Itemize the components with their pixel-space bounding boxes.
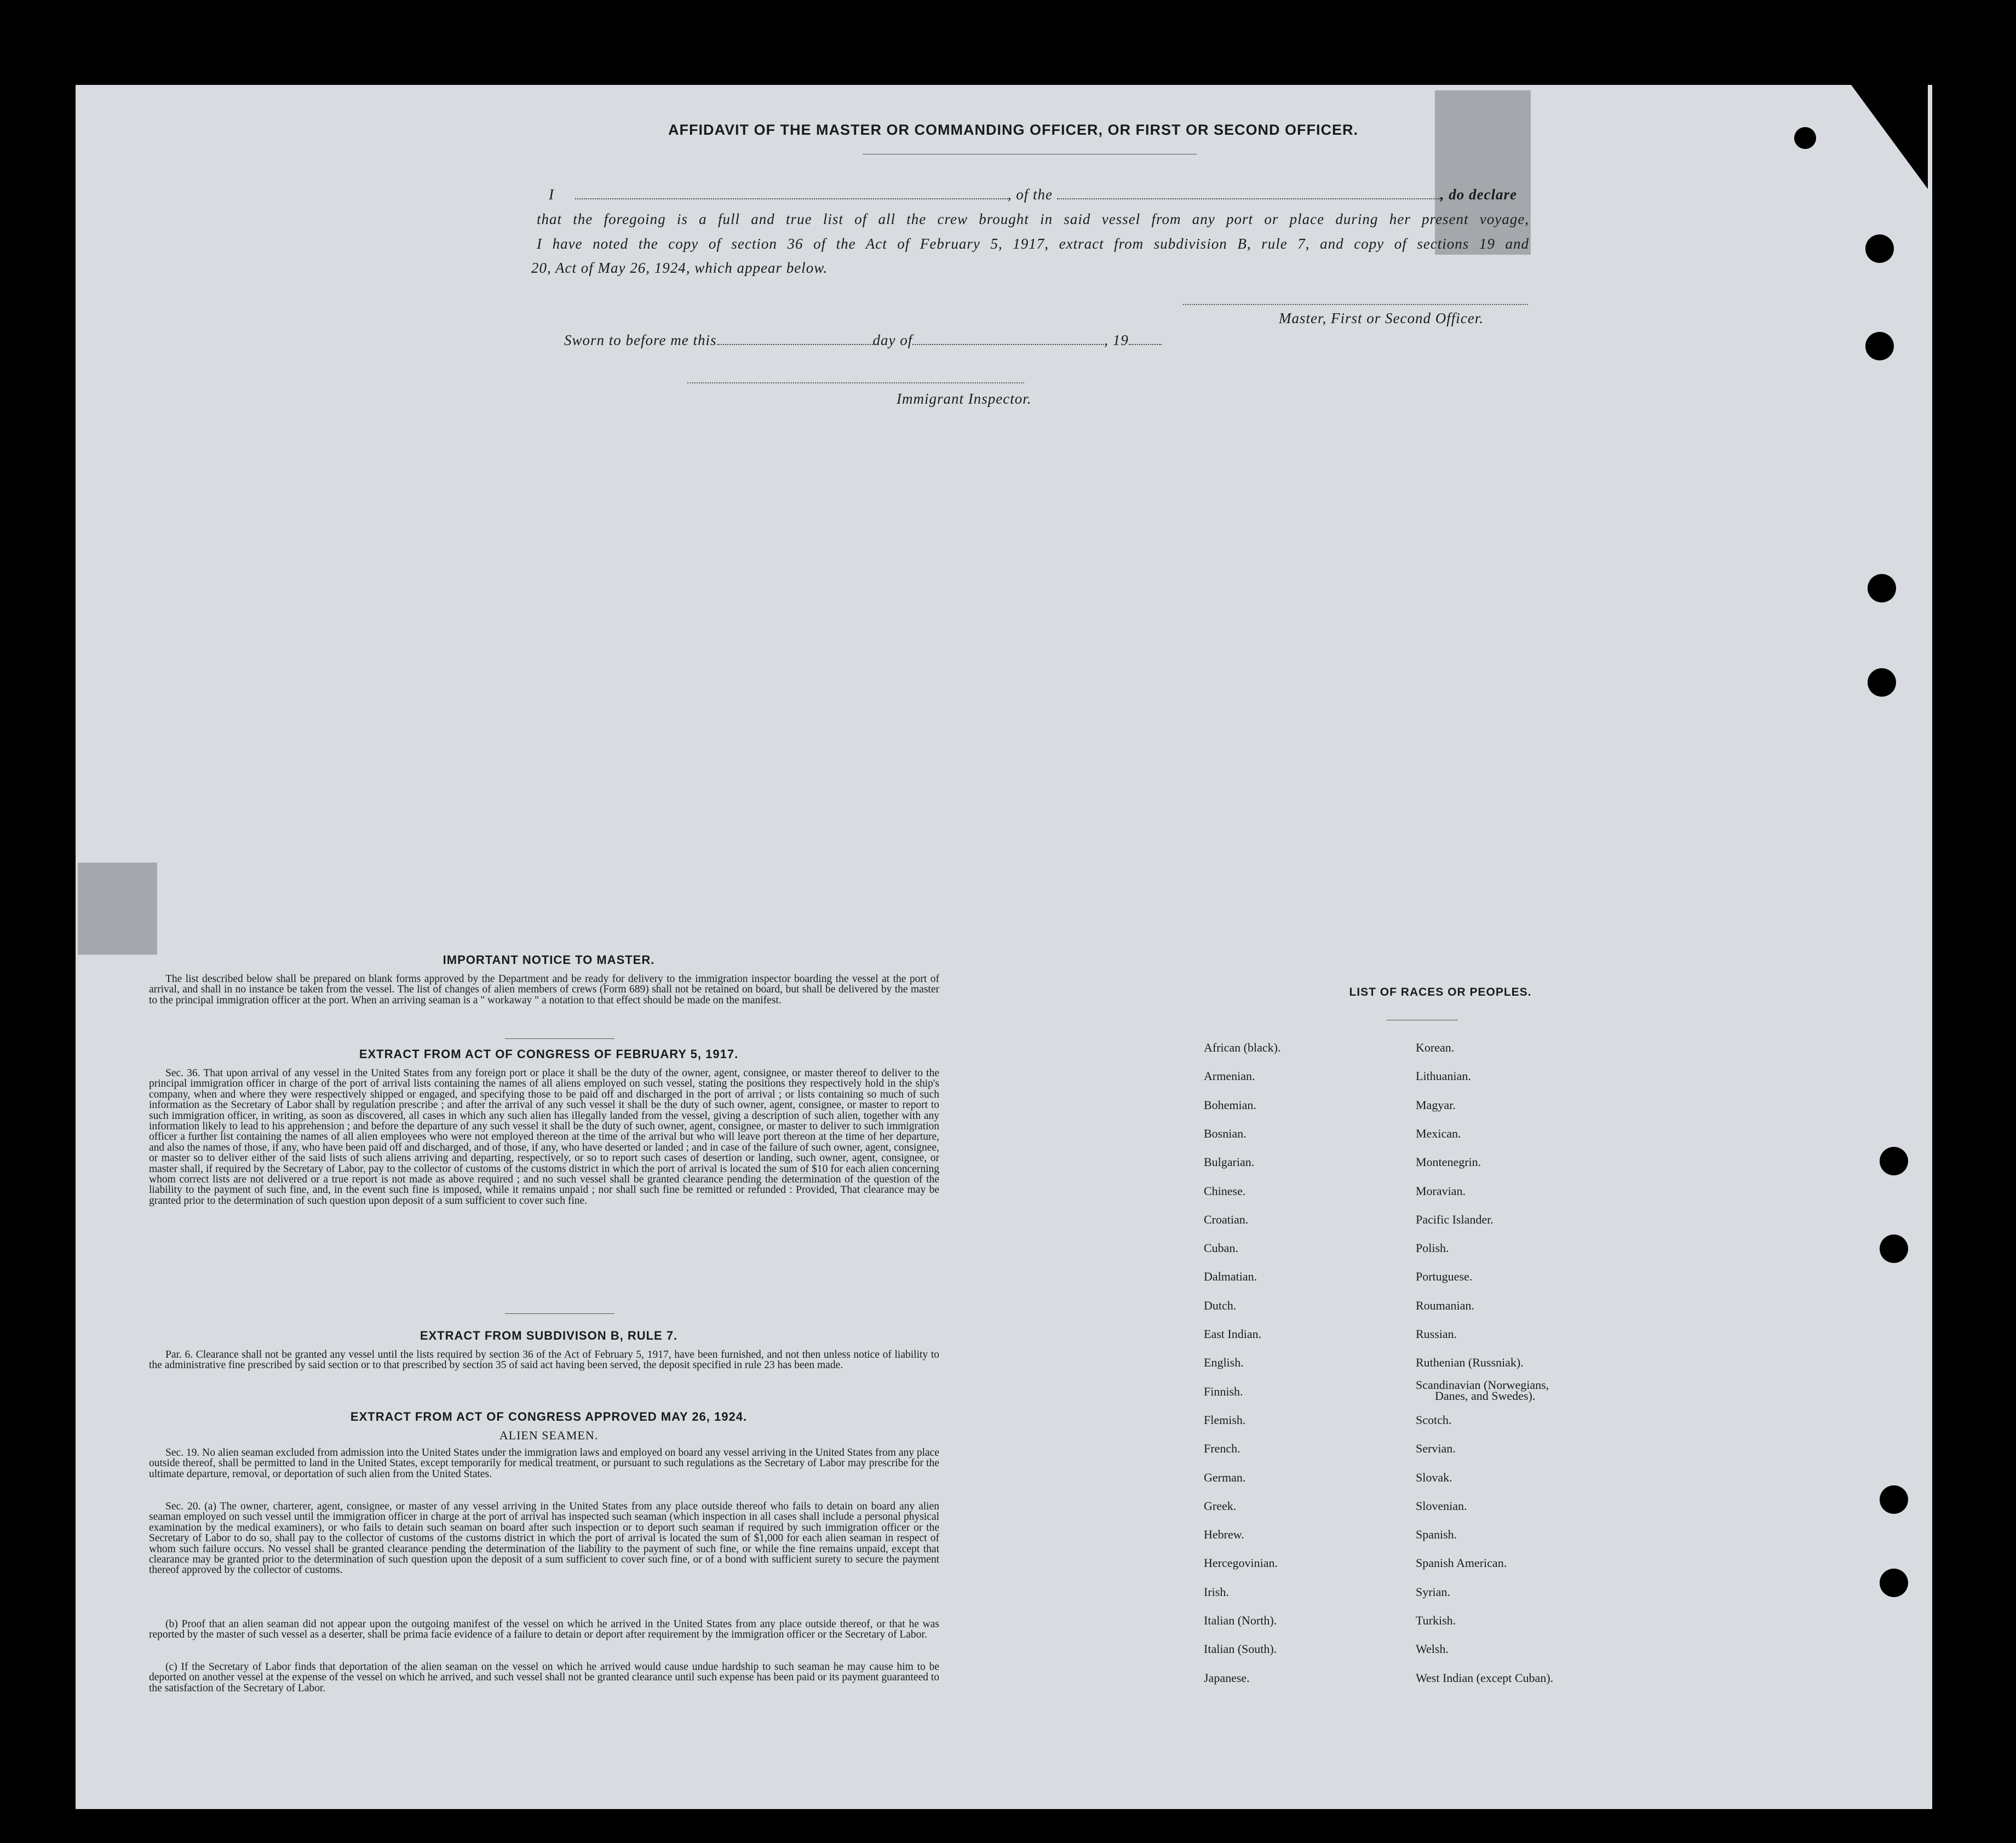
extract-1924-subheading: ALIEN SEAMEN. <box>499 1428 599 1442</box>
punch-hole <box>1868 574 1896 602</box>
extract-1924-sec20c: (c) If the Secretary of Labor finds that deportation of the alien seaman on the vessel on which he arrived would cause undue hardship to such seaman he may cause him to be deported on another vessel at the expense of the vessel on which he arrived, and such vessel shall not be granted clearance until such expense has been paid or its payment guaranteed to the satisfaction of the Secretary of Labor. <box>149 1661 939 1694</box>
inspector-signature-line[interactable] <box>687 382 1024 383</box>
race-item: Scandinavian (Norwegians, <box>1416 1377 1549 1392</box>
name-field[interactable] <box>575 198 1008 199</box>
race-item: Greek. <box>1204 1498 1237 1513</box>
sworn-year-field[interactable] <box>1129 344 1162 345</box>
master-signature-line[interactable] <box>1183 304 1528 305</box>
race-item: Flemish. <box>1204 1413 1246 1427</box>
race-item: Korean. <box>1416 1041 1455 1054</box>
extract-1924-sec19: Sec. 19. No alien seaman excluded from admission into the United States under the immigration laws and employed on board any vessel arriving in the United States from any place outside thereof, shall be permitted to land in the United States, except temporarily for medical treatment, or pursuant to such regulations as the Secretary of Labor may prescribe for the ultimate departure, removal, or deportation of such alien from the United States. <box>149 1447 939 1480</box>
punch-hole <box>1865 332 1894 360</box>
race-item: Croatian. <box>1204 1212 1249 1226</box>
race-item: Italian (South). <box>1204 1642 1277 1656</box>
race-item: Cuban. <box>1204 1241 1238 1255</box>
extract-1924-heading: EXTRACT FROM ACT OF CONGRESS APPROVED MAY 26, 1924. <box>350 1410 748 1423</box>
race-item: Chinese. <box>1204 1184 1246 1198</box>
affidavit-line3: I have noted the copy of section 36 of the Act of February 5, 1917, extract from subdivision B, rule 7, and copy of sections 19 and <box>537 236 1529 252</box>
race-item: African (black). <box>1204 1041 1281 1054</box>
sworn-day-field[interactable] <box>717 344 873 345</box>
sworn-year: , 19 <box>1104 332 1129 348</box>
notice-text: The list described below shall be prepared on blank forms approved by the Department and be ready for delivery to the immigration inspector boarding the vessel at the port of arrival, and shall in no instance be taken from the vessel. The list of changes of alien members of crews (Form 689) shall not be retained on board, but shall be delivered by the master to the principal immigration officer at the port. When an arriving seaman is a " workaway " a notation to that effect should be made on the manifest. <box>149 973 939 1006</box>
race-item: West Indian (except Cuban). <box>1416 1670 1554 1685</box>
punch-hole <box>1880 1569 1908 1597</box>
race-item: Finnish. <box>1204 1384 1243 1398</box>
punch-hole <box>1865 234 1894 263</box>
race-item: Servian. <box>1416 1442 1456 1456</box>
race-item: Dutch. <box>1204 1298 1237 1312</box>
extract-1917-divider <box>505 1313 614 1314</box>
punch-hole <box>1794 127 1816 149</box>
race-item: East Indian. <box>1204 1327 1262 1341</box>
extract-1924-sec20a: Sec. 20. (a) The owner, charterer, agent, consignee, or master of any vessel arriving in the United States from any place outside thereof who fails to detain on board any alien seaman employed on such vessel until the immigration officer in charge at the port of arrival has inspected such seaman (which inspection in all cases shall include a personal physical examination by the medical examiners), or who fails to detain such seaman on board after such inspection or to deport such seaman if required by such immigration officer or the Secretary of Labor to do so, shall pay to the collector of customs of the customs district in which the port of arrival is located the sum of $1,000 for each alien seaman in respect of whom such failure occurs. No vessel shall be granted clearance pending the determination of the liability to the payment of such fine, or while the fine remains unpaid, except that clearance may be granted prior to the determination of such question upon the deposit of a sum sufficient to cover such fine, or of a bond with sufficient surety to secure the payment thereof approved by the collector of customs. <box>149 1501 939 1576</box>
extract-1917-text: Sec. 36. That upon arrival of any vessel in the United States from any foreign port or place it shall be the duty of the owner, agent, consignee, or master thereof to deliver to the principal immigration officer in charge of the port of arrival lists containing the names of all aliens employed on such vessel, stating the positions they respectively hold in the ship's company, when and where they were respectively shipped or engaged, and specifying those to be paid off and discharged in the port of arrival ; or lists containing so much of such information as the Secretary of Labor shall by regulation prescribe ; and after the arrival of any such vessel it shall be the duty of such owner, agent, consignee, or master to report to such immigration officer, in writing, as soon as discovered, all cases in which any such alien has illegally landed from the vessel, giving a description of such alien, together with any information likely to lead to his apprehension ; and before the departure of any such vessel it shall be the duty of such owner, agent, consignee, or master to deliver to such immigration officer a further list containing the names of all alien employees who were not employed thereon at the time of the arrival but who will leave port thereon at the time of her departure, and also the names of those, if any, who have been paid off and discharged, and of those, if any, who have deserted or landed ; and in case of the failure of such owner, agent, consignee, or master so to deliver either of the said lists of such aliens arriving and departing, respectively, or so to report such cases of desertion or landing, such owner, agent, consignee, or master shall, if required by the Secretary of Labor, pay to the collector of customs of the customs district in which the port of arrival is located the sum of $10 for each alien concerning whom correct lists are not delivered or a true report is not made as above required ; and no such vessel shall be granted clearance pending the determination of the question of the liability to the payment of such fine, and, in the event such fine is imposed, while it remains unpaid ; nor shall such fine be remitted or refunded : Provided, That clearance may be granted prior to the determination of such question upon deposit of a sum sufficient to cover such fine. <box>149 1067 939 1207</box>
race-item: Italian (North). <box>1204 1614 1277 1627</box>
notice-heading: IMPORTANT NOTICE TO MASTER. <box>443 953 655 967</box>
race-item: Ruthenian (Russniak). <box>1416 1356 1524 1370</box>
race-item: Armenian. <box>1204 1069 1255 1083</box>
subdivision-b-text: Par. 6. Clearance shall not be granted any vessel until the lists required by section 36 of the Act of February 5, 1917, have been furnished, and not then unless notice of liability to the administrative fine prescribed by said section or to that prescribed by section 35 of said act having been served, the deposit specified in rule 23 has been made. <box>149 1349 939 1371</box>
affidavit-line2: that the foregoing is a full and true list of all the crew brought in said vessel from any port or place during her present voyage, <box>537 211 1529 227</box>
race-item: Spanish American. <box>1416 1556 1507 1570</box>
race-item-continuation: Danes, and Swedes). <box>1435 1389 1536 1403</box>
race-item: Mexican. <box>1416 1126 1461 1140</box>
sworn-day-of: day of <box>872 332 913 348</box>
punch-hole <box>1868 668 1896 697</box>
race-item: French. <box>1204 1442 1240 1456</box>
punch-hole <box>1880 1485 1908 1514</box>
extract-1917-heading: EXTRACT FROM ACT OF CONGRESS OF FEBRUARY 5, 1917. <box>359 1047 739 1061</box>
race-item: Scotch. <box>1416 1413 1452 1427</box>
race-item: Russian. <box>1416 1327 1457 1341</box>
race-item: Japanese. <box>1204 1670 1250 1685</box>
race-item: Pacific Islander. <box>1416 1212 1494 1226</box>
race-item: Bohemian. <box>1204 1098 1256 1112</box>
race-item: Dalmatian. <box>1204 1270 1257 1284</box>
race-item: Polish. <box>1416 1241 1449 1255</box>
sworn-prefix: Sworn to before me this <box>564 332 717 348</box>
subdivision-b-heading: EXTRACT FROM SUBDIVISON B, RULE 7. <box>420 1329 678 1342</box>
master-signature-label: Master, First or Second Officer. <box>1279 310 1484 326</box>
race-item: Bulgarian. <box>1204 1155 1255 1169</box>
race-item: German. <box>1204 1470 1246 1484</box>
race-item: Portuguese. <box>1416 1270 1473 1284</box>
race-item: Spanish. <box>1416 1528 1457 1542</box>
affidavit-i: I <box>549 186 554 203</box>
race-item: Turkish. <box>1416 1614 1456 1627</box>
affidavit-title: AFFIDAVIT OF THE MASTER OR COMMANDING OFFICER, OR FIRST OR SECOND OFFICER. <box>668 122 1358 138</box>
affidavit-line4: 20, Act of May 26, 1924, which appear below. <box>531 260 828 276</box>
sworn-month-field[interactable] <box>912 344 1104 345</box>
races-heading: LIST OF RACES OR PEOPLES. <box>1349 986 1532 998</box>
race-item: English. <box>1204 1356 1244 1370</box>
affidavit-line1 <box>549 186 1528 203</box>
race-item: Montenegrin. <box>1416 1155 1481 1169</box>
race-item: Slovak. <box>1416 1470 1452 1484</box>
affidavit-declare: , do declare <box>1440 186 1517 203</box>
race-item: Slovenian. <box>1416 1498 1467 1513</box>
race-item: Hercegovinian. <box>1204 1556 1278 1570</box>
inspector-label: Immigrant Inspector. <box>897 391 1032 407</box>
affidavit-of-the: , of the <box>1007 186 1053 203</box>
race-item: Bosnian. <box>1204 1126 1247 1140</box>
extract-1924-sec20b: (b) Proof that an alien seaman did not appear upon the outgoing manifest of the vessel on which he arrived in the United States from any place outside thereof, or that he was reported by the master of such vessel as a deserter, shall be prima facie evidence of a failure to detain or deport after requirement by the immigration officer or the Secretary of Labor. <box>149 1618 939 1641</box>
race-item: Syrian. <box>1416 1584 1450 1599</box>
race-item: Moravian. <box>1416 1184 1466 1198</box>
race-item: Hebrew. <box>1204 1528 1244 1542</box>
notice-divider <box>505 1038 614 1039</box>
race-item: Roumanian. <box>1416 1298 1474 1312</box>
tape-left <box>78 863 157 955</box>
tape-top-right <box>1435 90 1531 255</box>
race-item: Irish. <box>1204 1584 1229 1599</box>
sworn-line <box>564 332 1162 349</box>
vessel-field[interactable] <box>1057 198 1440 199</box>
punch-hole <box>1880 1147 1908 1175</box>
race-item: Lithuanian. <box>1416 1069 1471 1083</box>
race-item: Magyar. <box>1416 1098 1456 1112</box>
race-item: Welsh. <box>1416 1642 1449 1656</box>
punch-hole <box>1880 1235 1908 1263</box>
